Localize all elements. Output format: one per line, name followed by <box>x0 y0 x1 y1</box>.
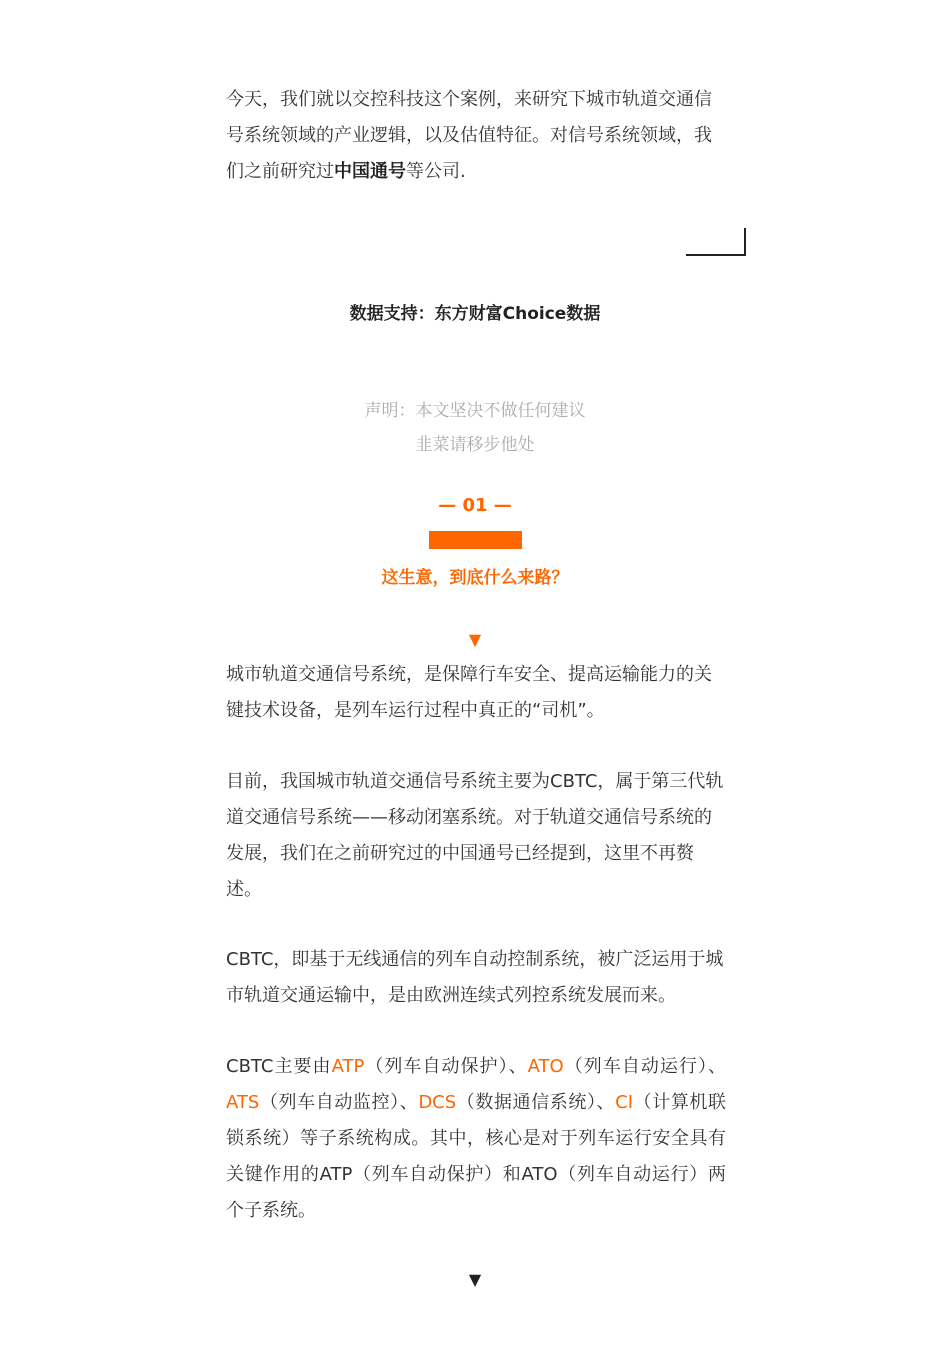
paragraph-3: CBTC，即基于无线通信的列车自动控制系统，被广泛运用于城市轨道交通运输中，是由欧洲连续式列控系统发展而来。 <box>226 949 724 1006</box>
ato-term: ATO <box>527 1056 564 1077</box>
intro-bold-company: 中国通号 <box>334 161 406 182</box>
redacted-block <box>429 531 522 549</box>
disclaimer-line-2: 韭菜请移步他处 <box>415 435 535 455</box>
data-source-line: 数据支持：东方财富Choice数据 <box>349 304 601 324</box>
section-number: — 01 — <box>438 495 512 516</box>
intro-text-end: 等公司. <box>406 161 466 182</box>
down-arrow-icon-bottom: ▼ <box>468 1270 482 1289</box>
down-arrow-icon: ▼ <box>468 630 482 649</box>
paragraph-2: 目前，我国城市轨道交通信号系统主要为CBTC，属于第三代轨道交通信号系统——移动闭塞系统。对于轨道交通信号系统的发展，我们在之前研究过的中国通号已经提到，这里不再赘述。 <box>226 771 724 900</box>
intro-paragraph <box>226 82 726 190</box>
paragraph-4: CBTC主要由ATP（列车自动保护）、ATO（列车自动运行）、ATS（列车自动监控）、DCS（数据通信系统）、CI（计算机联锁系统）等子系统构成。其中，核心是对于列车运行安全具有关键作用的ATP（列车自动保护）和ATO（列车自动运行）两个子系统。 <box>226 1056 727 1221</box>
paragraph-1: 城市轨道交通信号系统，是保障行车安全、提高运输能力的关键技术设备，是列车运行过程中真正的“司机”。 <box>226 664 712 721</box>
intro-text: 今天，我们就以交控科技这个案例，来研究下城市轨道交通信号系统领域的产业逻辑，以及估值特征。对信号系统领域，我们之前研究过 <box>226 89 712 182</box>
ats-term: ATS <box>226 1092 260 1113</box>
corner-bracket-icon <box>686 228 746 256</box>
atp-term: ATP <box>331 1056 365 1077</box>
dcs-term: DCS <box>418 1092 457 1113</box>
disclaimer-line-1: 声明：本文坚决不做任何建议 <box>364 401 586 421</box>
ci-term: CI <box>615 1092 634 1113</box>
section-title: 这生意，到底什么来路？ <box>381 568 569 588</box>
